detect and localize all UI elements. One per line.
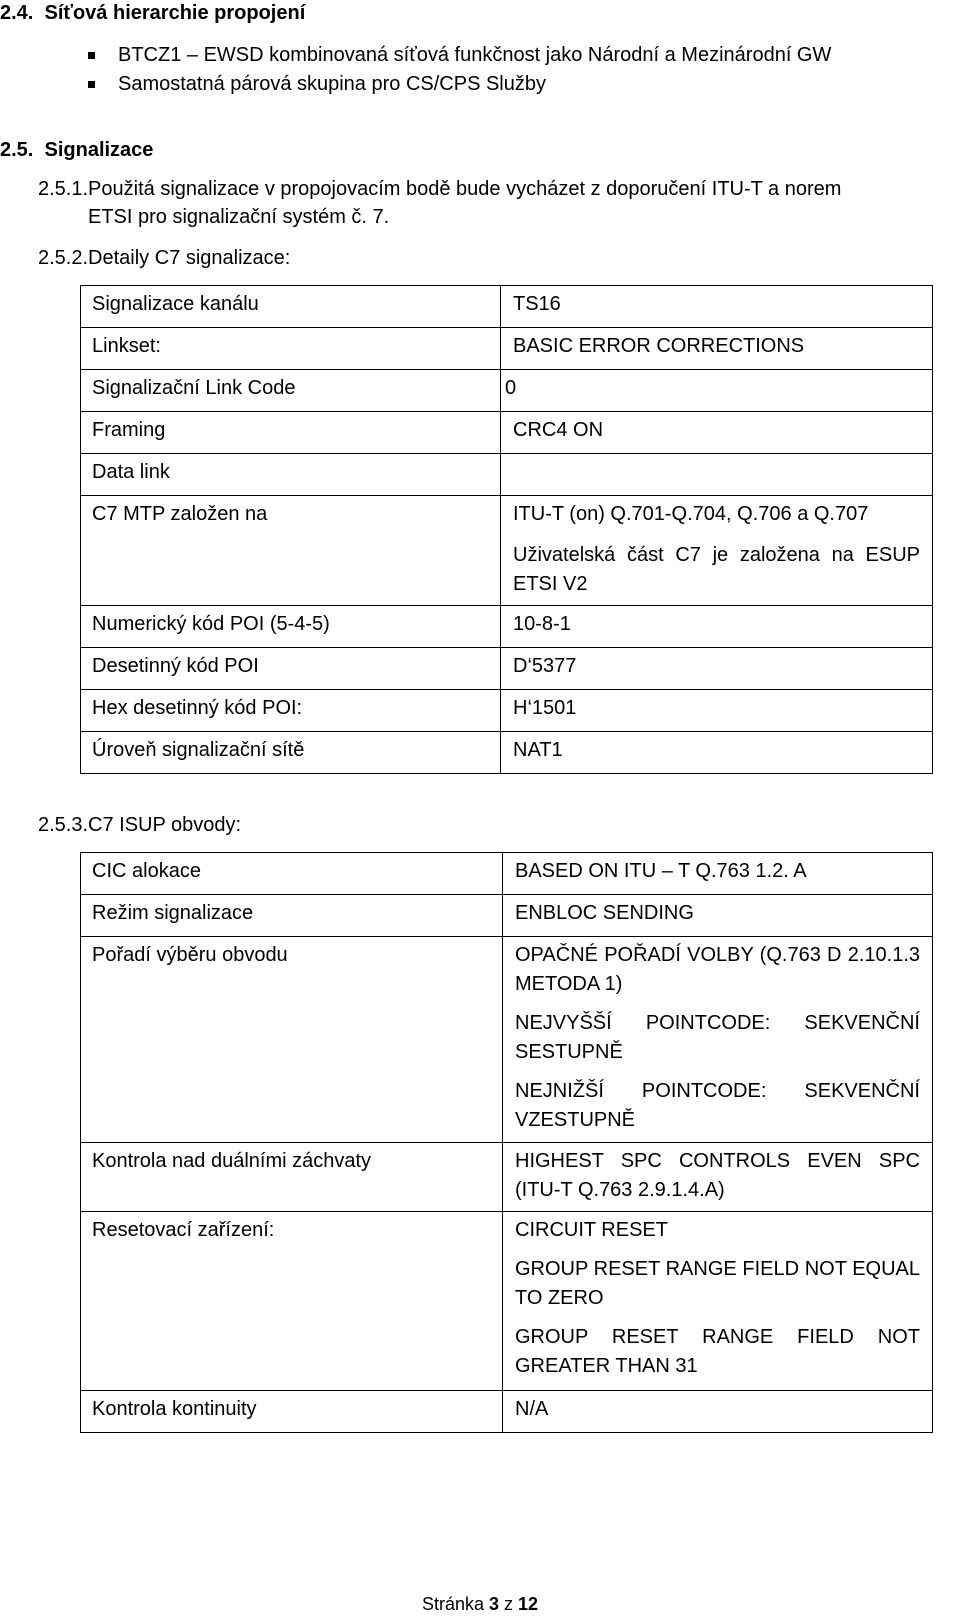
table-row: Hex desetinný kód POI: H‘1501: [81, 690, 933, 732]
paragraph-2-5-3: 2.5.3.C7 ISUP obvody:: [38, 814, 242, 836]
table-row: Framing CRC4 ON: [81, 412, 933, 454]
table-row: C7 MTP založen na ITU-T (on) Q.701-Q.704, Q.706 a Q.707 Uživatelská část C7 je založena na ESUP ETSI V2: [81, 496, 933, 606]
paragraph-text: Použitá signalizace v propojovacím bodě bude vycházet z doporučení ITU-T a norem: [88, 178, 842, 200]
bullet-list: [88, 41, 831, 99]
table-row: Režim signalizace ENBLOC SENDING: [81, 895, 933, 937]
page-footer: Stránka 3 z 12: [421, 1594, 539, 1614]
page-number: 3: [488, 1594, 499, 1614]
table-row: Numerický kód POI (5-4-5) 10-8-1: [81, 606, 933, 648]
section-2-5-heading: [0, 138, 153, 162]
list-item: BTCZ1 – EWSD kombinovaná síťová funkčnost jako Národní a Mezinárodní GW: [88, 41, 831, 70]
c7-signalling-table: [80, 285, 933, 774]
bullet-square-icon: [88, 52, 95, 59]
bullet-square-icon: [88, 81, 95, 88]
paragraph-2-5-1: [38, 177, 841, 201]
paragraph-number: 2.5.1.: [38, 178, 89, 200]
table-row: Linkset: BASIC ERROR CORRECTIONS: [81, 328, 933, 370]
list-item: Samostatná párová skupina pro CS/CPS Služby: [88, 70, 831, 99]
page-total: 12: [518, 1594, 539, 1614]
section-number: 2.5.: [0, 139, 34, 161]
table-row: Kontrola nad duálními záchvaty HIGHEST SPC CONTROLS EVEN SPC (ITU-T Q.763 2.9.1.4.A): [81, 1143, 933, 1212]
section-2-4-heading: [0, 1, 305, 25]
section-title: Síťová hierarchie propojení: [44, 2, 306, 24]
c7-isup-circuits-table: [80, 852, 933, 1433]
paragraph-2-5-2: 2.5.2.Detaily C7 signalizace:: [38, 247, 291, 269]
table-row: Signalizace kanálu TS16: [81, 286, 933, 328]
table-row: Desetinný kód POI D‘5377: [81, 648, 933, 690]
section-number: 2.4.: [0, 2, 34, 24]
table-row: Signalizační Link Code 0: [81, 370, 933, 412]
table-row: Data link: [81, 454, 933, 496]
table-row: Úroveň signalizační sítě NAT1: [81, 732, 933, 774]
table-row: CIC alokace BASED ON ITU – T Q.763 1.2. A: [81, 853, 933, 895]
table-row: Resetovací zařízení: CIRCUIT RESET GROUP RESET RANGE FIELD NOT EQUAL TO ZERO GROUP RESET RANGE FIELD NOT GREATER THAN 31: [81, 1212, 933, 1391]
table-row: Pořadí výběru obvodu OPAČNÉ POŘADÍ VOLBY (Q.763 D 2.10.1.3 METODA 1) NEJVYŠŠÍ POINTCODE: SEKVENČNÍ SESTUPNĚ NEJNIŽŠÍ POINTCODE: SEKVENČNÍ VZESTUPNĚ: [81, 937, 933, 1143]
section-title: Signalizace: [44, 139, 154, 161]
table-row: Kontrola kontinuity N/A: [81, 1391, 933, 1433]
paragraph-2-5-1-line2: ETSI pro signalizační systém č. 7.: [88, 206, 390, 228]
